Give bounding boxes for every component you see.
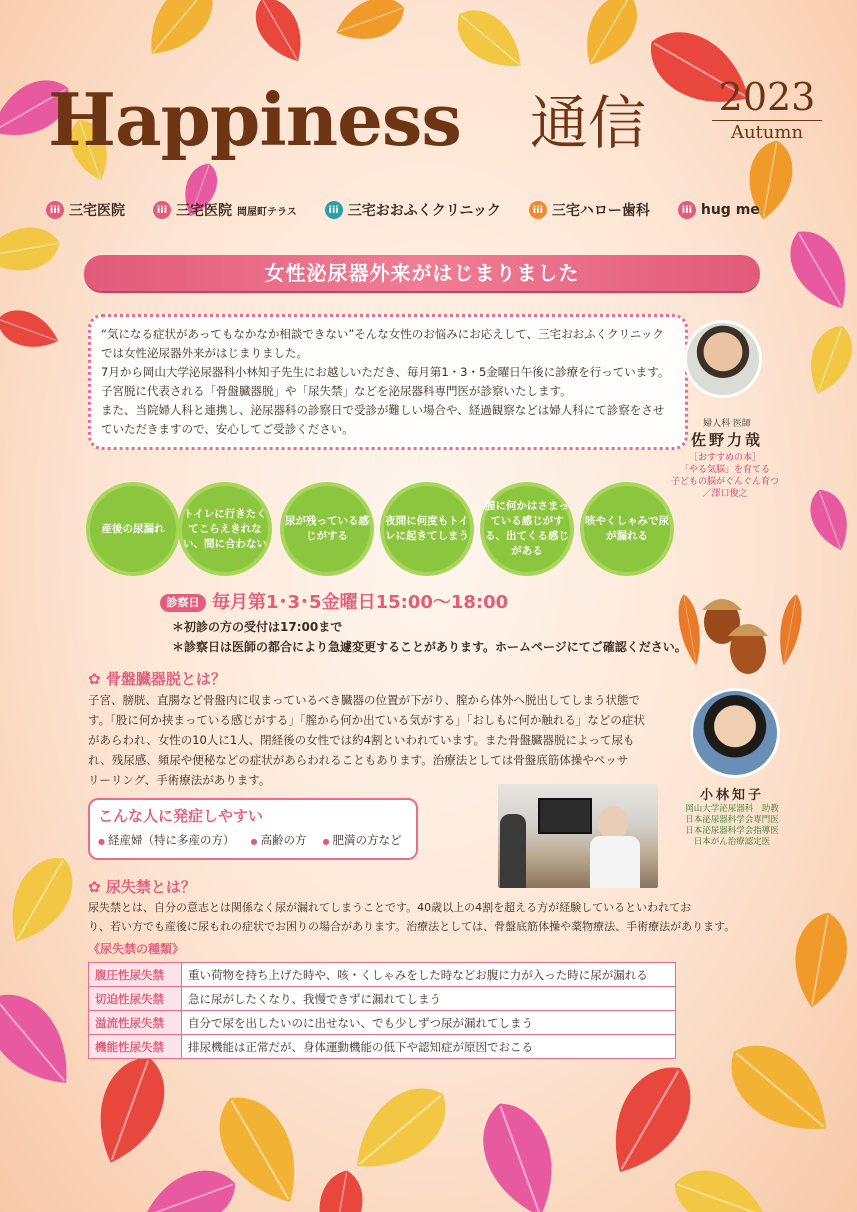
type-name: 切迫性尿失禁 [89,987,182,1011]
body-line: り、若い方でも産後に尿もれの症状でお困りの場合があります。治療法としては、骨盤底筋体操や薬物療法、手術療法があります。 [88,920,736,933]
doctor-title: 日本泌尿器科学会指導医 [685,826,779,836]
flower-icon: ✿ [88,878,101,896]
clinic-name: 三宅おおふくクリニック [347,203,501,219]
types-heading: 《尿失禁の種類》 [88,942,185,956]
section-heading-text: 骨盤臓器脱とは？ [105,670,226,688]
intro-paragraph: 子宮脱に代表される「骨盤臓器脱」や「尿失禁」などを泌尿器科専門医が診察いたします。 [101,384,572,398]
clinic-name: 三宅医院 [176,203,232,219]
issue-season: Autumn [730,122,804,143]
section-body [88,898,778,936]
recommended-book [660,452,790,500]
consultation-photo [498,784,658,888]
magazine-title: Happiness [48,77,461,162]
flower-icon: ✿ [88,670,101,688]
clinic-item [678,201,760,219]
clinic-logo-icon: iii [46,201,64,219]
type-name: 機能性尿失禁 [89,1035,182,1059]
risk-item: ● 経産婦（特に多産の方） [98,832,234,848]
clinic-item [325,200,501,220]
doctor-title: 日本泌尿器科学会専門医 [685,815,779,825]
clinic-logo-icon: iii [678,201,696,219]
risk-list [98,832,401,848]
clinic-name: 三宅ハロー歯科 [551,203,650,219]
book-author: ／澤口俊之 [702,489,748,499]
type-desc: 急に尿がしたくなり、我慢できずに漏れてしまう [182,987,676,1011]
book-title: 子どもの脳がぐんぐん育つ [670,477,779,487]
clinic-logo-icon: iii [529,201,547,219]
doctor-name: 小林知子 [699,788,764,803]
clinic-item [153,200,297,220]
acorn-illustration [674,593,805,674]
doctor-name: 佐野力哉 [690,431,763,449]
type-desc: 自分で尿を出したいのに出せない、でも少しずつ尿が漏れてしまう [182,1011,676,1035]
intro-paragraph: また、当院婦人科と連携し、泌尿器科の診察日で受診が難しい場合や、経過観察などは婦人科にて診察をさせていただきますので、安心してご受診ください。 [101,403,665,436]
schedule-badge: 診察日 [160,594,206,612]
intro-box [88,314,688,450]
body-line: 子宮、膀胱、直腸など骨盤内に収まっているべき臓器の位置が下がり、膣から体外へ脱出してしまう状態で [88,693,640,707]
table-row [89,1035,676,1059]
symptom-bubble: 膣に何かはさまっている感じがする、出てくる感じがある [484,486,570,572]
section-heading [88,668,226,689]
schedule-note: ＊初診の方の受付は17:00まで [172,620,343,634]
issue-year: 2023 [712,74,822,121]
incontinence-types-table [88,962,676,1059]
type-desc: 排尿機能は正常だが、身体運動機能の低下や認知症が原因でおこる [182,1035,676,1059]
section-body [88,690,668,790]
clinic-item [46,200,125,220]
body-line: 尿失禁とは、自分の意志とは関係なく尿が漏れてしまうことです。40歳以上の4割を超える方が経験しているといわれてお [88,901,692,914]
schedule-note: ＊診察日は医師の都合により急遽変更することがあります。ホームページにてご確認ください。 [172,640,687,654]
symptom-bubble: 尿が残っている感じがする [284,486,370,572]
doctor-portrait [690,688,780,778]
doctor-title: 岡山大学泌尿器科 助教 [685,804,779,814]
clinic-list [46,200,760,220]
table-row [89,963,676,987]
book-title: 「やる気脳」を育てる [679,465,770,475]
body-line: す。「股に何か挟まっている感じがする」「膣から何か出ている気がする」「おしもに何か触れる」などの症状 [88,713,645,727]
doctor-role: 婦人科 医師 [703,419,751,429]
schedule-time: 毎月第1･3･5金曜日15:00〜18:00 [212,592,509,613]
section-heading-text: 尿失禁とは？ [105,878,196,896]
book-label: ［おすすめの本］ [688,453,762,463]
clinic-sub: 岡屋町テラス [237,206,297,218]
risk-heading: こんな人に発症しやすい [98,807,264,825]
symptom-bubble: 産後の尿漏れ [90,486,176,572]
clinic-item [529,200,650,220]
doctor-title: 日本がん治療認定医 [693,837,771,847]
magazine-title-jp: 通信 [530,89,647,157]
intro-paragraph: “気になる症状があってもなかなか相談できない”そんな女性のお悩みにお応えして、三宅おおふくクリニックでは女性泌尿器外来がはじまりました。 [101,327,664,360]
clinic-logo-icon: iii [153,201,171,219]
section-heading [88,876,196,897]
risk-item: ● 肥満の方など [322,832,401,848]
doctor-titles [670,804,794,848]
symptom-bubble: 咳やくしゃみで尿が漏れる [584,486,670,572]
intro-paragraph: 7月から岡山大学泌尿器科小林知子先生にお越しいただき、毎月第1・3・5金曜日午後に診療を行っています。 [101,365,670,379]
table-row [89,987,676,1011]
type-name: 腹圧性尿失禁 [89,963,182,987]
symptom-bubble: トイレに行きたくてこらえきれない、間に合わない [182,486,268,572]
body-line: れ、残尿感、頻尿や便秘などの症状があらわれることもあります。治療法としては骨盤底筋体操やペッサ [88,753,629,767]
doctor-portrait [684,320,762,398]
clinic-name: 三宅医院 [69,203,125,219]
feature-banner: 女性泌尿器外来がはじまりました [84,255,760,291]
risk-item: ● 高齢の方 [250,832,306,848]
body-line: リーリング、手術療法があります。 [88,773,271,787]
type-desc: 重い荷物を持ち上げた時や、咳・くしゃみをした時などお腹に力が入った時に尿が漏れる [182,963,676,987]
body-line: があらわれ、女性の10人に1人、閉経後の女性では約4割といわれています。また骨盤臓器脱によって尿も [88,733,635,747]
table-row [89,1011,676,1035]
symptom-bubble: 夜間に何度もトイレに起きてしまう [384,486,470,572]
clinic-name: hug me [700,202,760,218]
clinic-logo-icon: iii [325,201,343,219]
type-name: 溢流性尿失禁 [89,1011,182,1035]
